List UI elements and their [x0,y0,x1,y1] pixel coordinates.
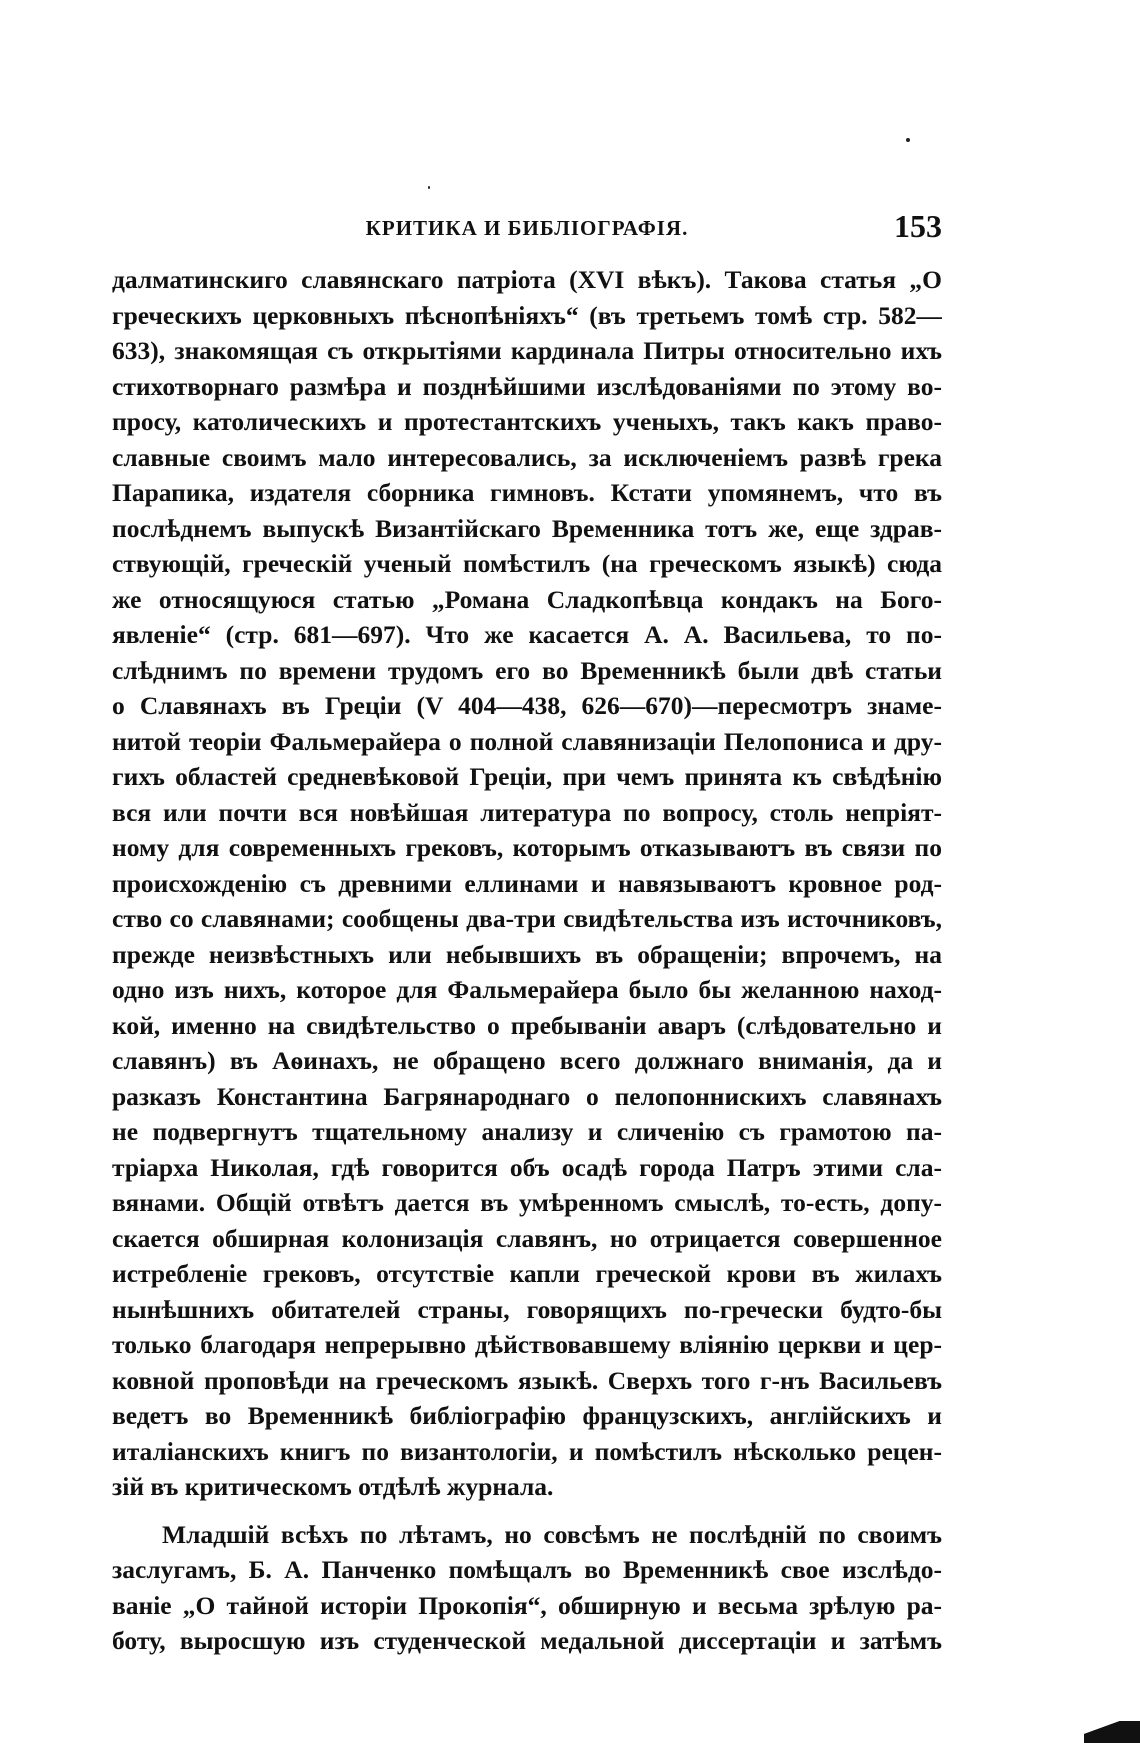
body-text [112,262,942,1659]
text-line: одно изъ нихъ, которое для Фальмерайера было бы желанною наход- [112,975,942,1004]
text-line: прежде неизвѣстныхъ или небывшихъ въ обращеніи; впрочемъ, на [112,939,942,969]
text-line: не подвергнутъ тщательному анализу и сличенію съ грамотою па- [112,1117,942,1146]
text-line: боту, выросшую изъ студенческой медальной диссертаціи и затѣмъ [112,1626,942,1655]
text-line: ведетъ во Временникѣ библіографію французскихъ, англійскихъ и [112,1401,942,1430]
text-line: славные своимъ мало интересовались, за исключеніемъ развѣ грека [112,442,942,472]
text-line: ствующій, греческій ученый помѣстилъ (на греческомъ языкѣ) сюда [112,549,942,578]
text-line: стихотворнаго размѣра и позднѣйшими изслѣдованіями по этому во- [112,371,942,401]
text-line: тріарха Николая, гдѣ говорится объ осадѣ города Патръ этими сла- [112,1152,942,1182]
text-line: истребленіе грековъ, отсутствіе капли греческой крови въ жилахъ [112,1259,942,1288]
paragraph-2 [112,1517,942,1659]
page-speck [906,138,910,142]
text-line: далматинскиго славянскаго патріота (XVI вѣкъ). Такова статья „О [112,265,942,294]
text-line: нынѣшнихъ обитателей страны, говорящихъ по-гречески будто-бы [112,1294,942,1324]
text-line: Парапика, издателя сборника гимновъ. Кстати упомянемъ, что въ [112,478,942,507]
text-line: происхожденію съ древними еллинами и навязываютъ кровное род- [112,868,942,898]
text-line: слѣднимъ по времени трудомъ его во Временникѣ были двѣ статьи [112,655,942,685]
text-line: ство со славянами; сообщены два-три свидѣтельства изъ источниковъ, [112,904,942,933]
text-line: же относящуюся статью „Романа Сладкопѣвца кондакъ на Бого- [112,584,942,614]
text-line: италіанскихъ книгъ по византологіи, и помѣстилъ нѣсколько рецен- [112,1436,942,1466]
text-line: нитой теоріи Фальмерайера о полной славянизаціи Пелопониса и дру- [112,726,942,756]
page-header [112,208,942,248]
text-line: зій въ критическомъ отдѣлѣ журнала. [112,1472,554,1501]
text-line: 633), знакомящая съ открытіями кардинала Питры относительно ихъ [112,336,942,365]
page-edge-mark [1084,1721,1140,1743]
text-line: ковной проповѣди на греческомъ языкѣ. Сверхъ того г-нъ Васильевъ [112,1365,942,1395]
text-line: скается обширная колонизація славянъ, но отрицается совершенное [112,1223,942,1253]
text-line: просу, католическихъ и протестантскихъ ученыхъ, такъ какъ право- [112,407,942,436]
text-line: ному для современныхъ грековъ, которымъ отказываютъ въ связи по [112,833,942,862]
page-number: 153 [894,208,942,244]
text-line: явленіе“ (стр. 681—697). Что же касается А. А. Васильева, то по- [112,620,942,649]
paragraph-1 [112,262,942,1505]
text-line: послѣднемъ выпускѣ Византійскаго Временника тотъ же, еще здрав- [112,513,942,543]
text-line: вянами. Общій отвѣтъ дается въ умѣренномъ смыслѣ, то-есть, допу- [112,1188,942,1217]
text-line: ваніе „О тайной исторіи Прокопія“, обширную и весьма зрѣлую ра- [112,1590,942,1620]
text-line: о Славянахъ въ Греціи (V 404—438, 626—670)—пересмотръ знаме- [112,691,942,720]
text-line: гихъ областей средневѣковой Греціи, при чемъ принята къ свѣдѣнію [112,762,942,791]
text-line: только благодаря непрерывно дѣйствовавшему вліянію церкви и цер- [112,1330,942,1359]
page-speck [428,186,430,189]
text-line: кой, именно на свидѣтельство о пребываніи аваръ (слѣдовательно и [112,1010,942,1040]
paragraph-gap [112,1505,942,1517]
text-line: славянъ) въ Аѳинахъ, не обращено всего должнаго вниманія, да и [112,1046,942,1075]
running-head: КРИТИКА И БИБЛІОГРАФІЯ. [365,216,689,240]
text-line: греческихъ церковныхъ пѣснопѣніяхъ“ (въ третьемъ томѣ стр. 582— [112,300,942,330]
text-line: заслугамъ, Б. А. Панченко помѣщалъ во Временникѣ свое изслѣдо- [112,1555,942,1584]
text-line: разказъ Константина Багрянароднаго о пелопоннискихъ славянахъ [112,1081,942,1111]
text-line: вся или почти вся новѣйшая литература по вопросу, столь непріят- [112,797,942,827]
text-line: Младшій всѣхъ по лѣтамъ, но совсѣмъ не послѣдній по своимъ [162,1519,942,1549]
